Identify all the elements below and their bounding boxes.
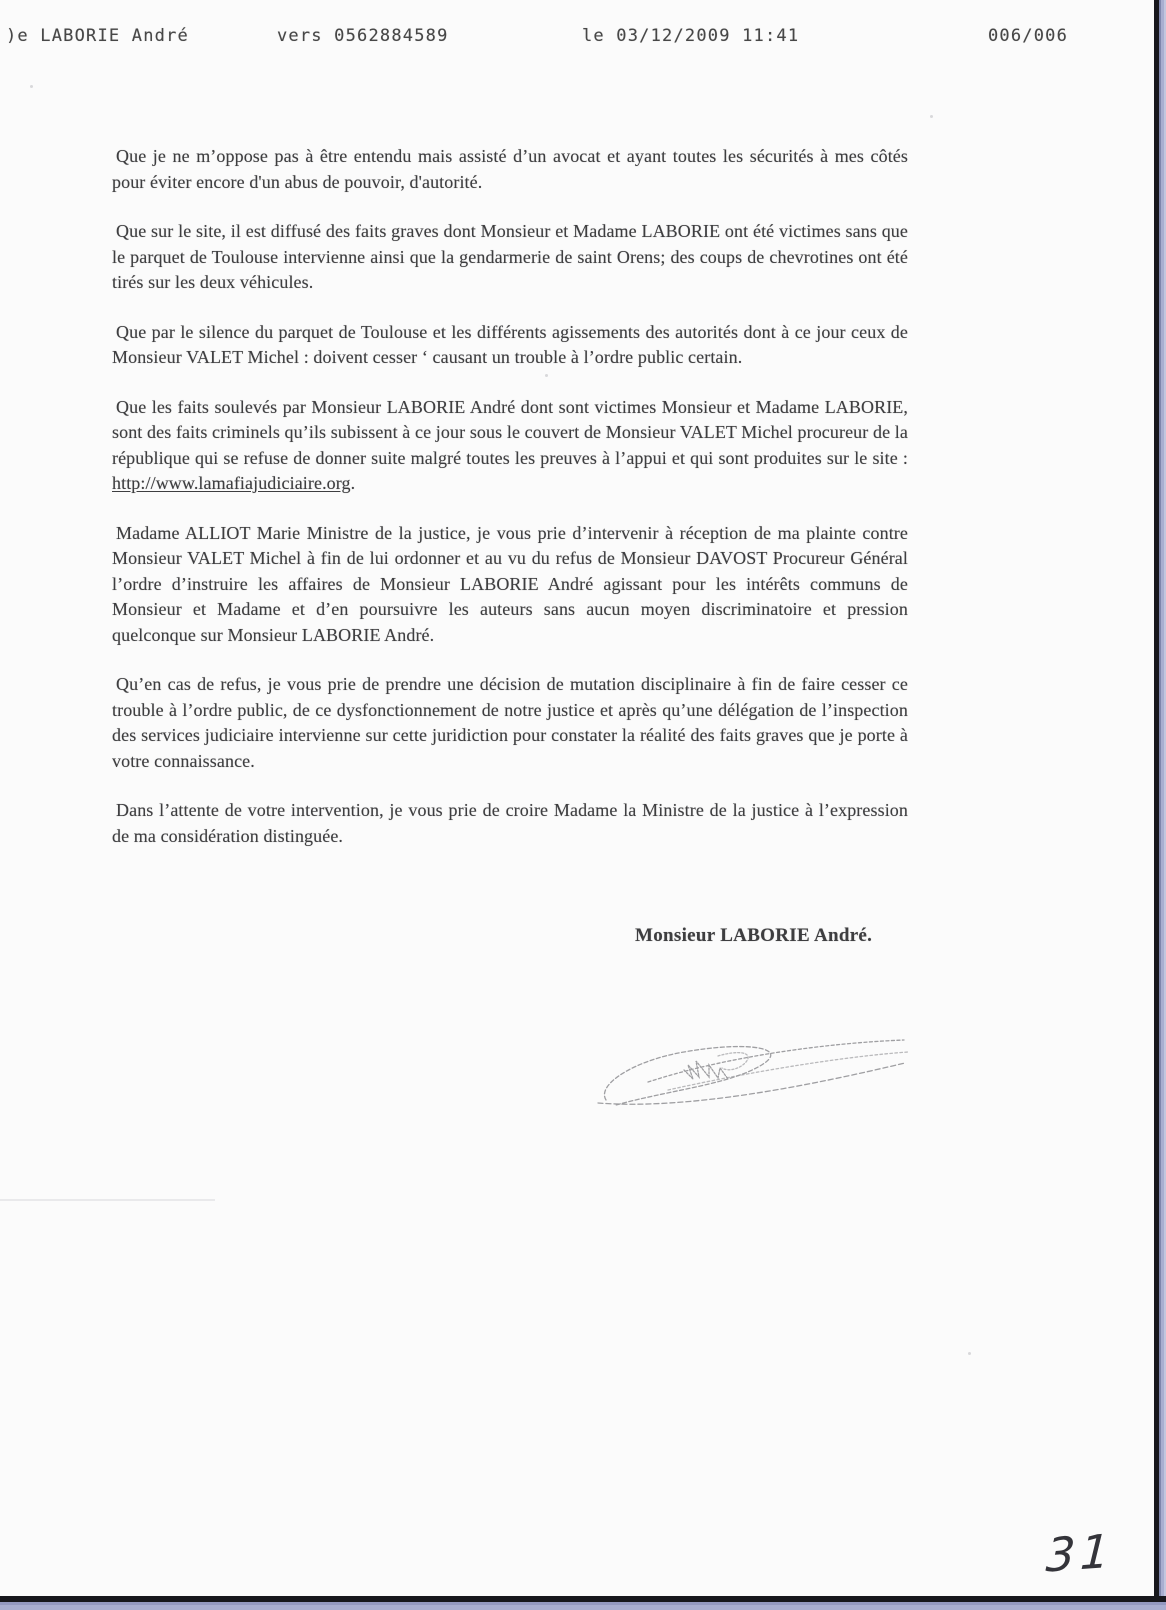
paragraph-text: Que les faits soulevés par Monsieur LABORIE André dont sont victimes Monsieur et Madame LABORIE, sont des faits criminels qu’ils subissent à ce jour sous le couvert de Monsieur VALET Michel procureur de la république qui se refuse de donner suite malgré toutes les preuves à l’appui et qui sont produites sur le site : [112,396,908,468]
fax-datetime: le 03/12/2009 11:41 [582,26,800,46]
scan-speck [30,85,33,88]
handwritten-signature [588,1012,923,1117]
scan-speck [545,374,548,377]
fax-sender: )e LABORIE André [6,26,189,46]
page-edge-bottom [0,1596,1166,1610]
letter-body [112,144,908,949]
signature-name: Monsieur LABORIE André. [635,925,873,946]
letter-paragraph: Madame ALLIOT Marie Ministre de la justice, je vous prie d’intervenir à réception de ma plainte contre Monsieur VALET Michel à fin de lui ordonner et au vu du refus de Monsieur DAVOST Procureur Général l’ordre d’instruire les affaires de Monsieur LABORIE André agissant pour les intérêts communs de Monsieur et Madame et d’en poursuivre les auteurs sans aucun moyen discriminatoire et pression quelconque sur Monsieur LABORIE André. [112,522,908,645]
fax-recipient-number: vers 0562884589 [277,26,449,46]
letter-paragraph [112,395,908,497]
scan-speck [930,115,933,118]
paragraph-text: . [350,473,356,493]
scan-speck [968,1352,971,1355]
letter-paragraph: Que je ne m’oppose pas à être entendu mais assisté d’un avocat et ayant toutes les sécurités à mes côtés pour éviter encore d'un abus de pouvoir, d'autorité. [112,146,908,192]
letter-paragraph: Que par le silence du parquet de Toulouse et les différents agissements des autorités dont à ce jour ceux de Monsieur VALET Michel : doivent cesser ‘ causant un trouble à l’ordre public certain. [112,321,908,367]
scan-streak-artifact [0,1199,215,1201]
letter-paragraph: Dans l’attente de votre intervention, je vous prie de croire Madame la Ministre de la justice à l’expression de ma considération distinguée. [112,800,908,846]
fax-page-count: 006/006 [988,26,1069,46]
letter-paragraph: Que sur le site, il est diffusé des faits graves dont Monsieur et Madame LABORIE ont été victimes sans que le parquet de Toulouse intervienne ainsi que la gendarmerie de saint Orens; des coups de chevrotines ont été tirés sur les deux véhicules. [112,221,908,292]
website-url-text: http://www.lamafiajudiciaire.org [112,473,351,493]
letter-paragraph: Qu’en cas de refus, je vous prie de prendre une décision de mutation disciplinaire à fin de faire cesser ce trouble à l’ordre public, de ce dysfonctionnement de notre justice et après qu’une délégation de l’inspection des services judiciaire intervienne sur cette juridiction pour constater la réalité des faits graves que je porte à votre connaissance. [112,674,908,771]
page-edge-right [1154,0,1166,1610]
handwritten-page-number: 31 [1044,1523,1116,1583]
